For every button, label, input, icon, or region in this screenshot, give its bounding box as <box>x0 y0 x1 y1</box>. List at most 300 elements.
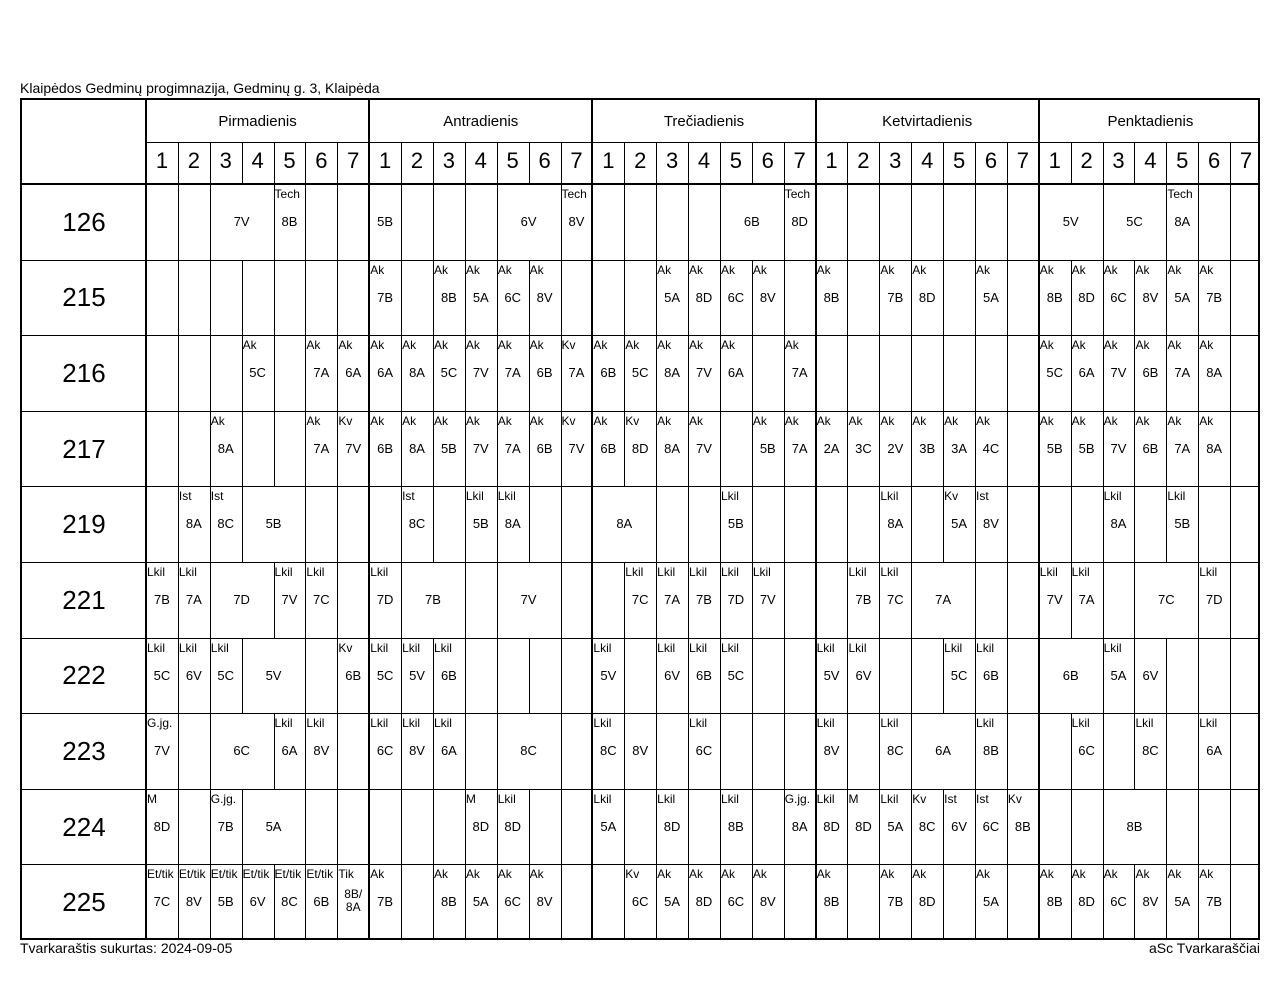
lesson-class: 8A <box>1206 440 1223 456</box>
lesson-cell <box>816 260 848 336</box>
lesson-class: 5C <box>950 667 968 683</box>
lesson-cell <box>561 335 593 411</box>
lesson-subject: Et/tik <box>242 867 270 882</box>
lesson-divider <box>1230 486 1231 562</box>
lesson-class: 6A <box>281 743 298 759</box>
lesson-subject: Ak <box>880 262 895 277</box>
lesson-subject: Ak <box>1199 413 1214 428</box>
lesson-subject: Lkil <box>402 640 421 655</box>
lesson-class: 5B <box>440 440 457 456</box>
lesson-subject: Ak <box>1167 338 1182 353</box>
lesson-class: 8V <box>759 289 776 305</box>
lesson-cell <box>561 411 593 487</box>
lesson-subject: Lkil <box>1071 565 1090 579</box>
lesson-cell <box>401 486 433 562</box>
room-name: 223 <box>62 736 106 766</box>
lesson-subject: Ak <box>529 867 544 882</box>
lesson-cell <box>720 638 752 714</box>
lesson-cell <box>497 789 529 865</box>
room-name: 221 <box>62 584 106 615</box>
lesson-class: 7A <box>313 440 330 456</box>
lesson-class: 7A <box>185 592 202 607</box>
lesson-cell <box>847 411 879 487</box>
lesson-class: 7A <box>313 365 330 381</box>
lesson-subject: Ak <box>657 338 672 353</box>
lesson-class: 6A <box>727 365 744 381</box>
period-number: 5 <box>506 148 519 173</box>
lesson-cell <box>592 713 624 789</box>
lesson-cell <box>433 411 465 487</box>
lesson-class: 6A <box>935 743 952 759</box>
lesson-cell <box>178 864 210 940</box>
lesson-cell <box>943 789 975 865</box>
lesson-cell <box>1071 713 1103 789</box>
lesson-class: 8V <box>1142 289 1159 305</box>
lesson-subject: Et/tik <box>210 867 238 882</box>
lesson-class: 6V <box>1142 667 1159 683</box>
lesson-divider <box>752 789 753 865</box>
lesson-class: 7B <box>1206 289 1223 305</box>
lesson-divider <box>1198 789 1199 865</box>
lesson-divider <box>433 486 434 562</box>
lesson-divider <box>1007 638 1008 714</box>
lesson-subject: Lkil <box>880 791 899 806</box>
lesson-subject: Lkil <box>1039 565 1058 579</box>
lesson-divider <box>752 335 753 411</box>
lesson-cell <box>847 789 879 865</box>
lesson-class: 6C <box>233 743 250 759</box>
lesson-divider <box>624 638 625 714</box>
period-number: 4 <box>251 148 264 173</box>
lesson-subject: Lkil <box>848 565 867 579</box>
lesson-cell <box>497 335 529 411</box>
lesson-class: 8D <box>663 818 681 834</box>
lesson-cell <box>401 411 433 487</box>
lesson-divider <box>529 638 530 714</box>
lesson-class: 8C <box>217 516 235 532</box>
period-number: 1 <box>379 148 392 173</box>
period-number: 1 <box>1048 148 1061 173</box>
lesson-class: 5A <box>887 818 904 834</box>
lesson-divider <box>465 184 466 260</box>
lesson-subject: Ak <box>1039 262 1054 277</box>
lesson-cell <box>847 638 879 714</box>
room-name: 219 <box>62 509 106 540</box>
lesson-subject: Lkil <box>657 565 676 579</box>
lesson-cell <box>274 864 306 940</box>
lesson-class: 2A <box>823 440 840 456</box>
lesson-class: 7C <box>631 592 649 607</box>
lesson-cell <box>656 789 688 865</box>
lesson-divider <box>688 184 689 260</box>
lesson-divider <box>943 335 944 411</box>
lesson-cell <box>337 335 369 411</box>
lesson-subject: Lkil <box>1135 716 1154 731</box>
lesson-cell <box>688 713 720 789</box>
lesson-class: 8B <box>440 289 457 305</box>
lesson-cell <box>369 335 401 411</box>
lesson-subject: Kv <box>912 791 927 806</box>
lesson-cell <box>1039 411 1071 487</box>
lesson-subject: Ak <box>848 413 863 428</box>
period-number: 6 <box>984 148 998 173</box>
lesson-subject: Lkil <box>1199 565 1218 579</box>
period-number: 4 <box>921 148 934 173</box>
lesson-subject: Et/tik <box>274 867 302 882</box>
lesson-class: 6A <box>440 743 457 759</box>
lesson-class: 6C <box>504 289 521 305</box>
lesson-cell <box>911 789 943 865</box>
lesson-class: 5C <box>727 667 745 683</box>
lesson-divider <box>1071 486 1072 562</box>
lesson-class: 5B <box>1078 440 1095 456</box>
lesson-cell <box>1103 638 1135 714</box>
lesson-subject: Ak <box>1071 413 1086 428</box>
lesson-subject: Ak <box>1071 338 1086 353</box>
lesson-divider <box>337 789 338 865</box>
lesson-subject: Ak <box>880 867 895 882</box>
lesson-class: 6B <box>696 667 712 683</box>
lesson-divider <box>274 411 275 487</box>
lesson-cell <box>1134 411 1166 487</box>
software-brand: aSc Tvarkaraščiai <box>1148 940 1260 956</box>
lesson-class: 7D <box>233 592 250 607</box>
lesson-subject: Kv <box>561 338 576 353</box>
period-number: 6 <box>315 148 328 173</box>
lesson-cell <box>720 789 752 865</box>
lesson-divider <box>975 562 976 638</box>
lesson-divider <box>274 335 275 411</box>
lesson-class: 8B <box>1126 818 1143 834</box>
lesson-class: 7V <box>696 365 712 381</box>
lesson-subject: Ak <box>976 413 991 428</box>
lesson-subject: Ak <box>433 338 448 353</box>
lesson-cell <box>401 335 433 411</box>
lesson-subject: Tech <box>1167 187 1193 201</box>
lesson-cell <box>1103 486 1135 562</box>
lesson-subject: Ak <box>1103 262 1118 277</box>
lesson-cell <box>305 335 337 411</box>
lesson-cell <box>178 562 210 638</box>
lesson-subject: Ist <box>402 489 415 504</box>
lesson-divider <box>1230 638 1231 714</box>
lesson-cell <box>305 411 337 487</box>
lesson-divider <box>1007 411 1008 487</box>
lesson-class: 3A <box>951 440 968 456</box>
lesson-cell <box>1103 260 1135 336</box>
lesson-class: 5V <box>600 667 617 683</box>
lesson-subject: Lkil <box>402 716 421 731</box>
lesson-divider <box>337 486 338 562</box>
lesson-subject: Lkil <box>880 489 899 504</box>
lesson-subject: Lkil <box>433 640 452 655</box>
lesson-divider <box>561 486 562 562</box>
lesson-class: 6V <box>249 894 266 910</box>
lesson-cell <box>784 184 816 260</box>
lesson-cell <box>1198 335 1230 411</box>
lesson-class: 7V <box>1046 592 1063 607</box>
room-name: 217 <box>62 433 106 464</box>
lesson-cell <box>1134 638 1166 714</box>
period-number: 3 <box>665 148 679 173</box>
lesson-subject: Ak <box>752 413 767 428</box>
period-number: 2 <box>410 148 424 173</box>
lesson-cell <box>1071 411 1103 487</box>
lesson-cell <box>624 864 656 940</box>
lesson-subject: Ist <box>944 791 957 806</box>
lesson-cell <box>1166 864 1198 940</box>
lesson-class: 7A <box>568 365 585 381</box>
lesson-subject: Ak <box>689 262 704 277</box>
lesson-cell <box>1198 562 1230 638</box>
lesson-cell <box>210 713 274 789</box>
lesson-divider <box>656 486 657 562</box>
lesson-class: 5A <box>1174 894 1191 910</box>
lesson-subject: Lkil <box>752 565 771 579</box>
lesson-class: 8C <box>408 516 426 532</box>
lesson-subject: Ak <box>465 413 480 428</box>
lesson-cell <box>1039 335 1071 411</box>
lesson-cell <box>1134 335 1166 411</box>
lesson-subject: Et/tik <box>147 867 174 882</box>
lesson-subject: Ak <box>880 413 895 428</box>
lesson-subject: Lkil <box>1199 716 1218 731</box>
lesson-subject: Lkil <box>433 716 452 731</box>
lesson-class: 5C <box>1046 365 1064 381</box>
lesson-subject: Ist <box>976 489 989 504</box>
lesson-subject: Lkil <box>689 565 708 579</box>
lesson-subject: Lkil <box>1103 489 1122 504</box>
period-number: 2 <box>857 148 870 173</box>
lesson-cell <box>879 411 911 487</box>
lesson-subject: Lkil <box>210 640 229 655</box>
lesson-subject: M <box>848 791 859 806</box>
lesson-cell <box>433 638 465 714</box>
period-number: 1 <box>155 148 169 173</box>
lesson-class: 8B <box>727 818 744 834</box>
lesson-class: 8D <box>855 818 872 834</box>
lesson-subject: Ak <box>370 262 385 277</box>
lesson-class: 8D <box>1078 894 1095 910</box>
period-number: 7 <box>793 148 806 173</box>
day-header-2: Trečiadienis <box>663 113 745 130</box>
lesson-cell <box>210 638 242 714</box>
lesson-divider <box>305 184 306 260</box>
lesson-cell <box>529 260 561 336</box>
lesson-cell <box>1134 713 1166 789</box>
room-name: 216 <box>62 358 106 388</box>
lesson-subject: M <box>465 791 476 806</box>
lesson-divider <box>433 184 434 260</box>
lesson-class: 4C <box>982 440 1000 456</box>
lesson-class: 5C <box>153 667 171 683</box>
lesson-cell <box>1134 562 1198 638</box>
lesson-subject: Lkil <box>370 716 389 731</box>
lesson-subject: Tech <box>561 187 587 201</box>
lesson-divider <box>210 335 211 411</box>
period-number: 5 <box>952 148 966 173</box>
lesson-cell <box>497 184 561 260</box>
lesson-subject: Ak <box>529 262 544 277</box>
lesson-cell <box>624 713 656 789</box>
lesson-divider <box>1230 562 1231 638</box>
lesson-cell <box>337 411 369 487</box>
lesson-subject: Lkil <box>274 716 293 731</box>
lesson-divider <box>847 260 848 336</box>
lesson-cell <box>305 713 337 789</box>
lesson-subject: Lkil <box>625 565 644 579</box>
lesson-class: 6B <box>1142 440 1159 456</box>
lesson-class: 7A <box>1174 440 1191 456</box>
lesson-subject: Ak <box>529 413 544 428</box>
day-header-3: Ketvirtadienis <box>882 113 973 130</box>
lesson-cell <box>688 562 720 638</box>
lesson-class: 5C <box>1126 214 1143 229</box>
lesson-subject: Ak <box>433 413 448 428</box>
lesson-subject: Lkil <box>147 640 166 655</box>
lesson-cell <box>274 713 306 789</box>
lesson-subject: Kv <box>561 413 576 428</box>
lesson-divider <box>752 713 753 789</box>
lesson-class: 3C <box>855 440 872 456</box>
lesson-class: 5B <box>759 440 776 456</box>
lesson-subject: Lkil <box>720 791 739 806</box>
lesson-divider <box>1198 486 1199 562</box>
lesson-class: 6A <box>377 365 394 381</box>
lesson-cell <box>592 486 656 562</box>
lesson-divider <box>847 864 848 940</box>
lesson-class: 7A <box>504 440 521 456</box>
lesson-divider <box>624 789 625 865</box>
lesson-divider <box>784 562 785 638</box>
lesson-subject: Lkil <box>274 565 293 579</box>
lesson-class: 5A <box>600 818 617 834</box>
lesson-divider <box>242 411 243 487</box>
lesson-class: 8D <box>918 894 936 910</box>
lesson-subject: Ak <box>689 338 704 353</box>
lesson-divider <box>911 335 912 411</box>
lesson-divider <box>1230 260 1231 336</box>
lesson-subject: Ak <box>306 338 321 353</box>
lesson-cell <box>1007 789 1039 865</box>
lesson-subject: Ak <box>497 413 512 428</box>
lesson-class: 5A <box>983 894 999 910</box>
lesson-cell <box>911 864 943 940</box>
lesson-subject: G.jg. <box>147 716 173 731</box>
lesson-subject: Ak <box>816 413 831 428</box>
lesson-divider <box>1103 562 1104 638</box>
period-number: 2 <box>1080 148 1093 173</box>
lesson-subject: Et/tik <box>178 867 206 882</box>
lesson-class: 5A <box>983 289 999 305</box>
lesson-cell <box>720 562 752 638</box>
lesson-cell <box>943 411 975 487</box>
lesson-subject: Ak <box>370 867 385 882</box>
day-header-4: Penktadienis <box>1107 113 1194 130</box>
lesson-divider <box>1230 411 1231 487</box>
lesson-class: 8B <box>823 289 840 305</box>
lesson-class: 8D <box>695 894 713 910</box>
lesson-divider <box>433 789 434 865</box>
lesson-subject: Lkil <box>178 565 197 579</box>
lesson-subject: Ak <box>306 413 321 428</box>
lesson-class: 7C <box>886 592 904 607</box>
lesson-class: 8D <box>791 214 808 229</box>
lesson-cell <box>465 486 497 562</box>
lesson-subject: Lkil <box>370 565 389 579</box>
lesson-class: 5B <box>472 516 489 532</box>
day-period-divider <box>146 142 1258 143</box>
lesson-class: 6V <box>185 667 202 683</box>
lesson-subject: Kv <box>625 867 640 882</box>
lesson-subject: Ak <box>1167 413 1182 428</box>
lesson-cell <box>497 411 529 487</box>
lesson-cell <box>369 864 401 940</box>
lesson-class: 8A <box>409 440 425 456</box>
lesson-cell <box>943 486 975 562</box>
lesson-cell <box>497 486 529 562</box>
lesson-class: 5A <box>664 894 681 910</box>
lesson-divider <box>178 411 179 487</box>
lesson-subject: Lkil <box>976 640 995 655</box>
lesson-divider <box>1007 562 1008 638</box>
lesson-subject: Ak <box>1135 338 1150 353</box>
lesson-class: 8A <box>791 818 808 834</box>
lesson-class: 6C <box>727 289 745 305</box>
lesson-cell <box>975 486 1007 562</box>
lesson-cell <box>1039 864 1071 940</box>
lesson-class: 5B <box>727 516 744 532</box>
lesson-divider <box>305 260 306 336</box>
lesson-class: 8B <box>1046 289 1063 305</box>
lesson-divider <box>561 638 562 714</box>
lesson-cell <box>656 562 688 638</box>
lesson-class: 8C <box>1142 743 1159 759</box>
lesson-class: 7V <box>472 440 489 456</box>
lesson-class: 5C <box>249 365 266 381</box>
lesson-subject: Lkil <box>306 565 325 579</box>
lesson-divider <box>337 713 338 789</box>
lesson-subject: Ak <box>1039 413 1054 428</box>
lesson-divider <box>784 260 785 336</box>
lesson-divider <box>943 864 944 940</box>
lesson-divider <box>784 486 785 562</box>
lesson-class: 6C <box>727 894 745 910</box>
lesson-cell <box>210 184 274 260</box>
lesson-class: 8B <box>1046 894 1063 910</box>
lesson-cell <box>529 864 561 940</box>
lesson-class: 7D <box>1205 592 1223 607</box>
lesson-class: 6B <box>983 667 999 683</box>
lesson-subject: Ak <box>465 867 480 882</box>
lesson-divider <box>1007 335 1008 411</box>
lesson-divider <box>465 638 466 714</box>
lesson-subject: Lkil <box>944 640 963 655</box>
lesson-subject: Ak <box>497 867 512 882</box>
lesson-divider <box>624 260 625 336</box>
lesson-divider <box>847 335 848 411</box>
lesson-divider <box>847 486 848 562</box>
lesson-cell <box>497 864 529 940</box>
lesson-subject: Ak <box>1135 413 1150 428</box>
lesson-cell <box>242 638 306 714</box>
lesson-cell <box>465 789 497 865</box>
lesson-class: 7V <box>520 592 537 607</box>
lesson-divider <box>401 864 402 940</box>
lesson-class: 8A <box>409 365 425 381</box>
day-header-0: Pirmadienis <box>218 113 297 130</box>
lesson-cell <box>1103 789 1167 865</box>
